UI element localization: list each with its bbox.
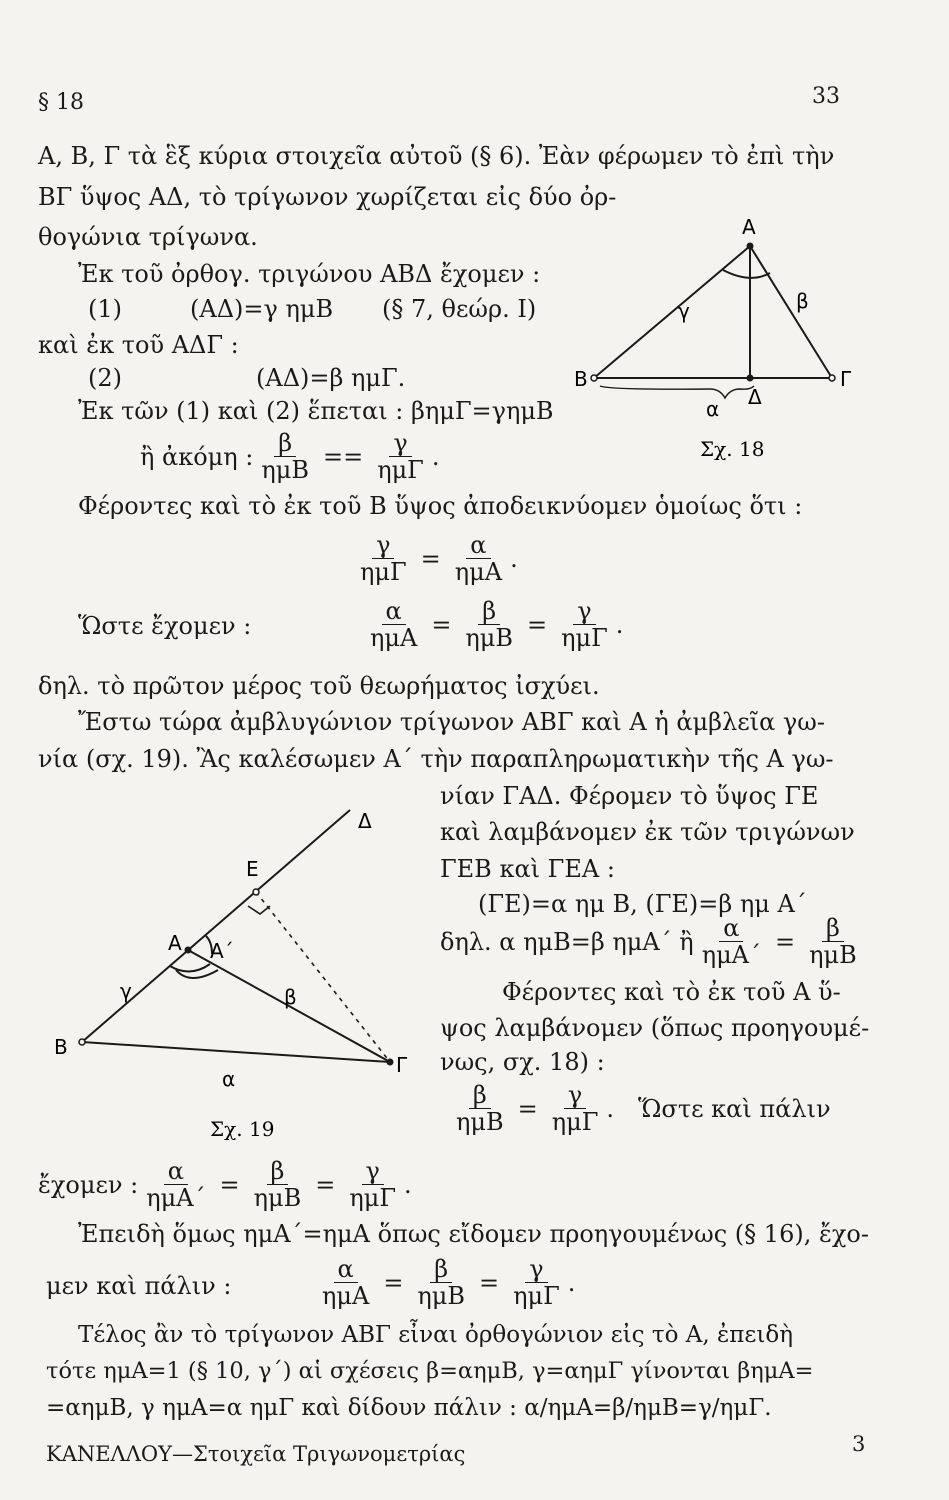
figure-18 <box>570 210 860 480</box>
equation-line-18: $\frac{\alpha}{\text{ημΑ}}$ = $\frac{\beta}{\text{ημΒ}}$ = $\frac{\gamma}{\text{ημΓ}}$ . <box>314 1256 575 1311</box>
equation-1: (ΑΔ)=γ ημΒ <box>190 295 334 323</box>
equation-2: (ΑΔ)=β ημΓ. <box>256 364 406 392</box>
text-line-8: Ἐκ τῶν (1) καὶ (2) ἕπεται : βημΓ=γημΒ <box>78 397 554 425</box>
equals-sign: = <box>315 1171 336 1200</box>
equals-sign: = <box>479 1269 500 1298</box>
text-right-1: νίαν ΓΑΔ. Φέρομεν τὸ ὕψος ΓΕ <box>440 782 819 810</box>
figure-19-caption: Σχ. 19 <box>210 1117 275 1141</box>
equals-sign: = <box>383 1269 404 1298</box>
text-line-14: Ἔστω τώρα ἀμβλυγώνιον τρίγωνον ΑΒΓ καὶ Α ἡ ἀμβλεῖα γω- <box>78 708 825 736</box>
label-g: γ <box>678 299 690 323</box>
equals-sign: = <box>219 1171 240 1200</box>
line-BD <box>82 810 350 1042</box>
vertex-B <box>591 375 597 381</box>
equation-right-5: δηλ. α ημΒ=β ημΑ΄ ἢ $\frac{\alpha}{\text{ημΑ΄}}$ = $\frac{\beta}{\text{ημΒ}}$ <box>440 915 865 970</box>
fraction-gamma-sinG: $\frac{\gamma}{\text{ημΓ}}$ <box>377 429 424 485</box>
label-b: β <box>796 289 809 313</box>
label-a: α <box>222 1067 236 1091</box>
equals-sign: = <box>431 611 452 640</box>
footer-signature: 3 <box>852 1432 866 1456</box>
text-right-2: καὶ λαμβάνομεν ἐκ τῶν τριγώνων <box>440 818 855 846</box>
text-line-6: καὶ ἐκ τοῦ ΑΔΓ : <box>38 331 239 359</box>
side-AB <box>594 246 750 378</box>
text-right-3: ΓΕΒ καὶ ΓΕΑ : <box>440 855 615 883</box>
point-E <box>253 889 259 895</box>
text-line-20: τότε ημΑ=1 (§ 10, γ΄) αἱ σχέσεις β=αημΒ, γ=αημΓ γίνονται βημΑ= <box>46 1358 814 1384</box>
fraction-gamma-sinG: $\frac{\gamma}{\text{ημΓ}}$ <box>360 531 407 587</box>
label-G: Γ <box>840 367 852 391</box>
equation-ratio-ga: $\frac{\gamma}{\text{ημΓ}}$ = $\frac{\alpha}{\text{ημΑ}}$ . <box>352 532 518 587</box>
fraction-gamma-sinG: $\frac{\gamma}{\text{ημΓ}}$ <box>513 1255 560 1311</box>
fraction-alpha-sinA-prime: $\frac{\alpha}{\text{ημΑ΄}}$ <box>701 914 761 970</box>
equation-right-9: $\frac{\beta}{\text{ημΒ}}$ = $\frac{\gamma}{\text{ημΓ}}$ . Ὥστε καὶ πάλιν <box>448 1082 831 1137</box>
fraction-gamma-sinG: $\frac{\gamma}{\text{ημΓ}}$ <box>349 1157 397 1213</box>
label-B: Β <box>574 367 588 391</box>
text-line-17: Ἐπειδὴ ὅμως ημΑ΄=ημΑ ὅπως εἴδομεν προηγουμένως (§ 16), ἔχο- <box>78 1220 869 1248</box>
text-right-4: (ΓΕ)=α ημ Β, (ΓΕ)=β ημ Α΄ <box>478 890 807 918</box>
vertex-A <box>747 243 754 250</box>
label-Aprime: Α΄ <box>210 939 234 963</box>
equation-2-number: (2) <box>88 364 122 392</box>
fraction-beta-sinB: $\frac{\beta}{\text{ημΒ}}$ <box>456 1081 504 1137</box>
equals-sign: = <box>420 545 441 574</box>
side-AC <box>750 246 832 378</box>
equation-1-number: (1) <box>88 295 122 323</box>
vertex-B <box>79 1039 85 1045</box>
equation-line-16: ἔχομεν : $\frac{\alpha}{\text{ημΑ΄}}$ = $\frac{\beta}{\text{ημΒ}}$ = $\frac{\gamma}{\text{ημΓ}}$ . <box>38 1157 412 1213</box>
label-B: Β <box>54 1035 68 1059</box>
text-line-10: Φέροντες καὶ τὸ ἐκ τοῦ Β ὕψος ἀποδεικνύομεν ὁμοίως ὅτι : <box>78 492 803 520</box>
right-angle-E <box>248 906 270 914</box>
text-line-18: μεν καὶ πάλιν : <box>46 1272 232 1300</box>
label-G: Γ <box>396 1053 408 1077</box>
label-A: Α <box>742 215 756 239</box>
fraction-beta-sinB: $\frac{\beta}{\text{ημΒ}}$ <box>253 1157 302 1213</box>
text-line-4: Ἐκ τοῦ ὀρθογ. τριγώνου ΑΒΔ ἔχομεν : <box>78 260 541 288</box>
text-line-15: νία (σχ. 19). Ἂς καλέσωμεν Α΄ τὴν παραπληρωματικὴν τῆς Α γω- <box>38 745 834 773</box>
angle-arc-A <box>723 270 770 278</box>
equation-1-reference: (§ 7, θεώρ. Ι) <box>382 295 537 323</box>
text-right-8: νως, σχ. 18) : <box>440 1048 605 1076</box>
text-line-21: =αημΒ, γ ημΑ=α ημΓ καὶ δίδουν πάλιν : α/ημΑ=β/ημΒ=γ/ημΓ. <box>46 1395 772 1421</box>
label-A: Α <box>168 931 182 955</box>
figure-19 <box>40 790 430 1150</box>
fraction-gamma-sinG: $\frac{\gamma}{\text{ημΓ}}$ <box>551 1081 599 1137</box>
label-E: Ε <box>246 857 259 881</box>
text-right-7: ψος λαμβάνομεν (ὅπως προηγουμέ- <box>440 1014 870 1042</box>
vertex-A <box>185 947 192 954</box>
figure-18-caption: Σχ. 18 <box>700 437 765 461</box>
fraction-beta-sinB: $\frac{\beta}{\text{ημΒ}}$ <box>809 914 857 970</box>
text-right-6: Φέροντες καὶ τὸ ἐκ τοῦ Α ὕ- <box>502 978 841 1006</box>
vertex-G <box>829 375 835 381</box>
text-line-12: Ὥστε ἔχομεν : <box>78 612 252 640</box>
fraction-beta-sinB: $\frac{\beta}{\text{ημΒ}}$ <box>417 1255 466 1311</box>
label-a: α <box>706 397 720 421</box>
label-D: Δ <box>358 809 372 833</box>
side-BG <box>82 1042 390 1062</box>
brace-a <box>600 386 754 398</box>
text-line-3: θογώνια τρίγωνα. <box>38 223 258 251</box>
footer-book-title: ΚΑΝΕΛΛΟΥ—Στοιχεῖα Τριγωνομετρίας <box>46 1442 466 1466</box>
fraction-alpha-sinA: $\frac{\alpha}{\text{ημΑ}}$ <box>454 531 503 587</box>
text-line-2: ΒΓ ὕψος ΑΔ, τὸ τρίγωνον χωρίζεται εἰς δύο ὀρ- <box>38 183 617 211</box>
foot-D <box>747 375 754 382</box>
equation-prefix: ἢ ἀκόμη : <box>140 443 254 472</box>
vertex-G <box>387 1059 394 1066</box>
label-D: Δ <box>748 385 762 409</box>
text-line-1: A, B, Γ τὰ ἓξ κύρια στοιχεῖα αὐτοῦ (§ 6). Ἐὰν φέρωμεν τὸ ἐπὶ τὴν <box>38 142 835 170</box>
fraction-beta-sinB: $\frac{\beta}{\text{ημΒ}}$ <box>465 597 514 653</box>
equals-sign: = <box>527 611 548 640</box>
text-line-19: Τέλος ἂν τὸ τρίγωνον ΑΒΓ εἶναι ὀρθογώνιον εἰς τὸ Α, ἐπειδὴ <box>78 1322 793 1348</box>
fraction-beta-sinB: $\frac{\beta}{\text{ημΒ}}$ <box>261 429 309 485</box>
equals-sign: = <box>775 928 796 957</box>
fraction-gamma-sinG: $\frac{\gamma}{\text{ημΓ}}$ <box>561 597 608 653</box>
label-b: β <box>284 985 297 1009</box>
label-g: γ <box>120 979 132 1003</box>
fraction-alpha-sinA: $\frac{\alpha}{\text{ημΑ}}$ <box>370 597 418 653</box>
fraction-alpha-sinA-prime: $\frac{\alpha}{\text{ημΑ΄}}$ <box>146 1157 206 1213</box>
equals-sign: = <box>517 1095 538 1124</box>
page-number: 33 <box>812 84 840 109</box>
section-number: § 18 <box>38 90 84 115</box>
fraction-alpha-sinA: $\frac{\alpha}{\text{ημΑ}}$ <box>322 1255 370 1311</box>
altitude-GE <box>256 892 390 1062</box>
equation-ratio-bg: ἢ ἀκόμη : $\frac{\beta}{\text{ημΒ}}$ == $\frac{\gamma}{\text{ημΓ}}$ . <box>140 429 440 485</box>
text-line-13: δηλ. τὸ πρῶτον μέρος τοῦ θεωρήματος ἰσχύει. <box>38 672 600 700</box>
equals-sign: == <box>322 443 364 472</box>
equation-law-of-sines: $\frac{\alpha}{\text{ημΑ}}$ = $\frac{\beta}{\text{ημΒ}}$ = $\frac{\gamma}{\text{ημΓ}}$ . <box>362 598 623 653</box>
